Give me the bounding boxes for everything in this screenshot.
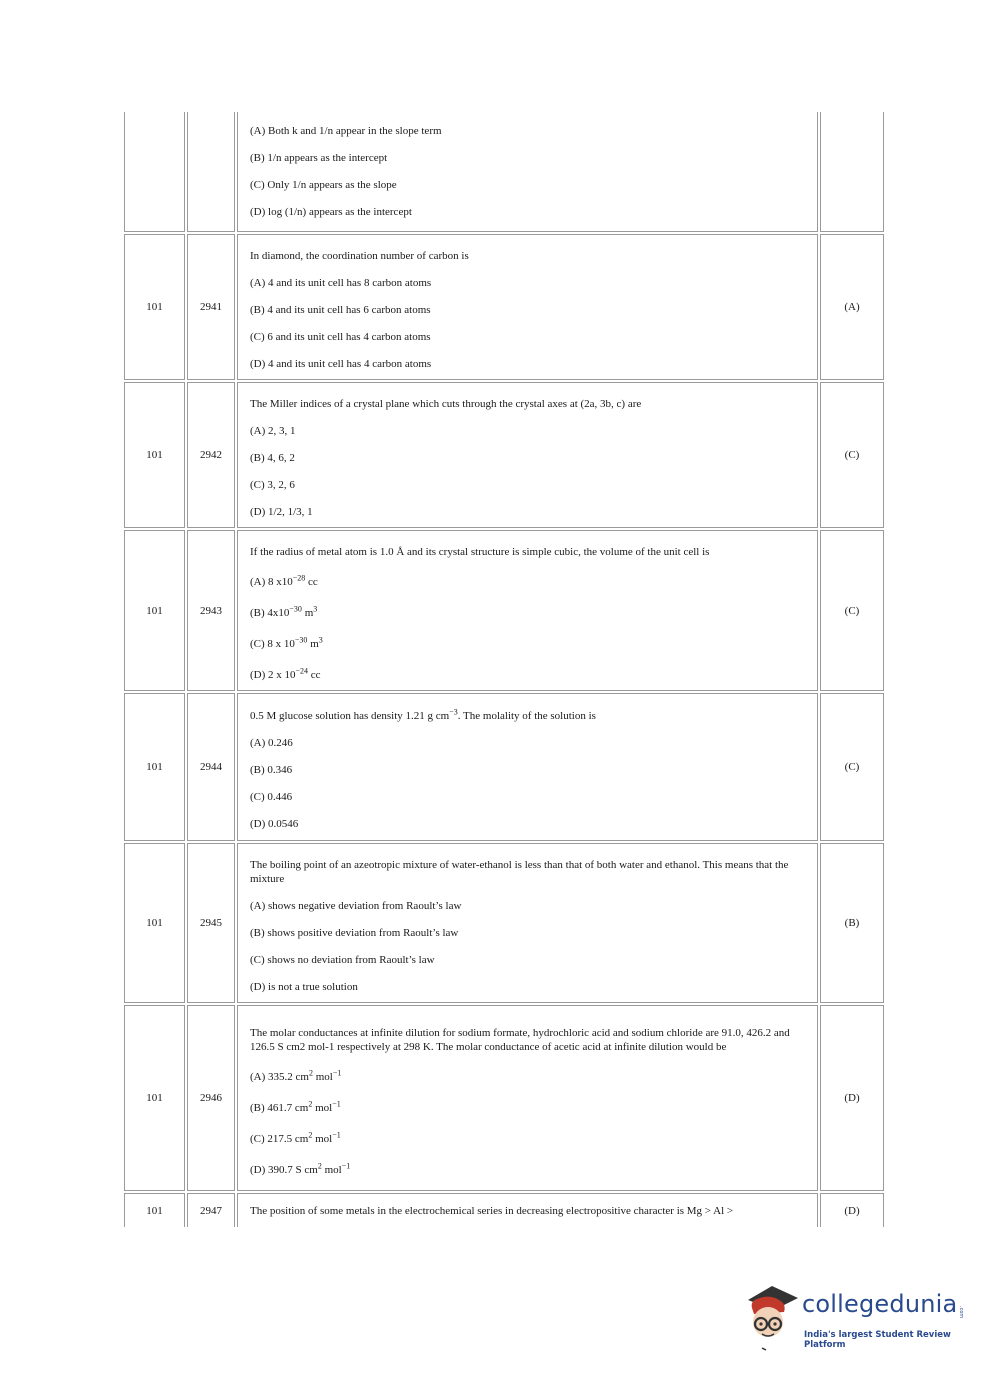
option-c: (C) 0.446 bbox=[250, 791, 293, 803]
option-d: (D) 4 and its unit cell has 4 carbon atoms bbox=[250, 358, 432, 370]
question-text: The boiling point of an azeotropic mixture of water-ethanol is less than that of both water and ethanol. This means that the mixture bbox=[250, 859, 789, 885]
question-cell bbox=[237, 382, 818, 528]
question-cell bbox=[237, 693, 818, 841]
option-d: (D) is not a true solution bbox=[250, 981, 358, 993]
mascot-icon bbox=[742, 1282, 802, 1352]
table-row bbox=[124, 843, 884, 1003]
question-text: If the radius of metal atom is 1.0 Å and its crystal structure is simple cubic, the volume of the unit cell is bbox=[250, 546, 710, 558]
code-cell: 101 bbox=[124, 530, 185, 691]
answer-cell bbox=[820, 112, 884, 232]
table-row bbox=[124, 382, 884, 528]
table-row bbox=[124, 693, 884, 841]
option-a: (A) 0.246 bbox=[250, 737, 293, 749]
question-table bbox=[122, 110, 886, 1229]
table-row bbox=[124, 234, 884, 380]
code-cell: 101 bbox=[124, 1193, 185, 1227]
logo-wordmark: collegedunia bbox=[802, 1290, 958, 1318]
option-c: (C) shows no deviation from Raoult’s law bbox=[250, 954, 435, 966]
question-id-cell: 2947 bbox=[187, 1193, 235, 1227]
option-a: (A) Both k and 1/n appear in the slope term bbox=[250, 125, 442, 137]
answer-cell: (C) bbox=[820, 530, 884, 691]
answer-cell: (C) bbox=[820, 693, 884, 841]
collegedunia-logo[interactable] bbox=[742, 1282, 972, 1352]
option-b: (B) 461.7 $cm^2$ mol$^{-1}$ bbox=[250, 1098, 341, 1114]
option-a: (A) 4 and its unit cell has 8 carbon atoms bbox=[250, 277, 432, 289]
option-c: (C) 3, 2, 6 bbox=[250, 479, 295, 491]
option-b: (B) 4 and its unit cell has 6 carbon atoms bbox=[250, 304, 431, 316]
question-id-cell: 2943 bbox=[187, 530, 235, 691]
option-b: (B) 1/n appears as the intercept bbox=[250, 152, 388, 164]
question-id-cell: 2946 bbox=[187, 1005, 235, 1191]
option-a: (A) 8 $x10^{-28}$ cc bbox=[250, 573, 318, 588]
question-cell bbox=[237, 530, 818, 691]
option-d: (D) 0.0546 bbox=[250, 818, 299, 830]
code-cell: 101 bbox=[124, 843, 185, 1003]
logo-tagline: India's largest Student Review Platform bbox=[804, 1330, 951, 1350]
question-cell bbox=[237, 1005, 818, 1191]
code-cell: 101 bbox=[124, 234, 185, 380]
option-c: (C) Only 1/n appears as the slope bbox=[250, 179, 397, 191]
question-text: In diamond, the coordination number of carbon is bbox=[250, 250, 469, 262]
question-id-cell: 2945 bbox=[187, 843, 235, 1003]
question-id-cell: 2941 bbox=[187, 234, 235, 380]
option-a: (A) 335.2 $cm^2$ mol$^{-1}$ bbox=[250, 1067, 342, 1083]
code-cell bbox=[124, 112, 185, 232]
answer-cell: (D) bbox=[820, 1193, 884, 1227]
question-text: The Miller indices of a crystal plane which cuts through the crystal axes at (2a, 3b, c) are bbox=[250, 398, 642, 410]
answer-cell: (A) bbox=[820, 234, 884, 380]
question-cell bbox=[237, 112, 818, 232]
question-cell bbox=[237, 843, 818, 1003]
option-b: (B) 0.346 bbox=[250, 764, 293, 776]
option-b: (B) shows positive deviation from Raoult’s law bbox=[250, 927, 459, 939]
table-row bbox=[124, 1193, 884, 1227]
question-text: The position of some metals in the electrochemical series in decreasing electropositive character is Mg > Al > bbox=[250, 1204, 734, 1217]
option-c: (C) 8 x $10^{-30}$ $m^3$ bbox=[250, 635, 323, 650]
option-c: (C) 6 and its unit cell has 4 carbon atoms bbox=[250, 331, 431, 343]
answer-cell: (B) bbox=[820, 843, 884, 1003]
option-c: (C) 217.5 $cm^2$ mol$^{-1}$ bbox=[250, 1129, 341, 1145]
question-text: 0.5 M glucose solution has density 1.21 g $cm^{-3}$. The molality of the solution is bbox=[250, 707, 596, 722]
answer-cell: (D) bbox=[820, 1005, 884, 1191]
question-cell bbox=[237, 234, 818, 380]
option-d: (D) 390.7 S $cm^2$ mol$^{-1}$ bbox=[250, 1160, 351, 1176]
option-b: (B) $4x10^{-30}$ $m^3$ bbox=[250, 604, 318, 619]
answer-cell: (C) bbox=[820, 382, 884, 528]
option-a: (A) shows negative deviation from Raoult’s law bbox=[250, 900, 462, 912]
table-row bbox=[124, 530, 884, 691]
option-b: (B) 4, 6, 2 bbox=[250, 452, 295, 464]
option-d: (D) 2 x $10^{-24}$ cc bbox=[250, 666, 321, 681]
question-cell bbox=[237, 1193, 818, 1227]
code-cell: 101 bbox=[124, 382, 185, 528]
logo-com: .com bbox=[958, 1306, 964, 1319]
question-id-cell: 2944 bbox=[187, 693, 235, 841]
option-a: (A) 2, 3, 1 bbox=[250, 425, 296, 437]
table-row bbox=[124, 1005, 884, 1191]
code-cell: 101 bbox=[124, 693, 185, 841]
question-text: The molar conductances at infinite dilution for sodium formate, hydrochloric acid and sodium chloride are 91.0, 426.2 and 126.5 S cm2 mol-1 respectively at 298 K. The molar conductance of acetic acid at infinite dilution would be bbox=[250, 1026, 790, 1053]
option-d: (D) log (1/n) appears as the intercept bbox=[250, 206, 412, 218]
table-row bbox=[124, 112, 884, 232]
option-d: (D) 1/2, 1/3, 1 bbox=[250, 506, 313, 518]
question-id-cell bbox=[187, 112, 235, 232]
question-id-cell: 2942 bbox=[187, 382, 235, 528]
code-cell: 101 bbox=[124, 1005, 185, 1191]
